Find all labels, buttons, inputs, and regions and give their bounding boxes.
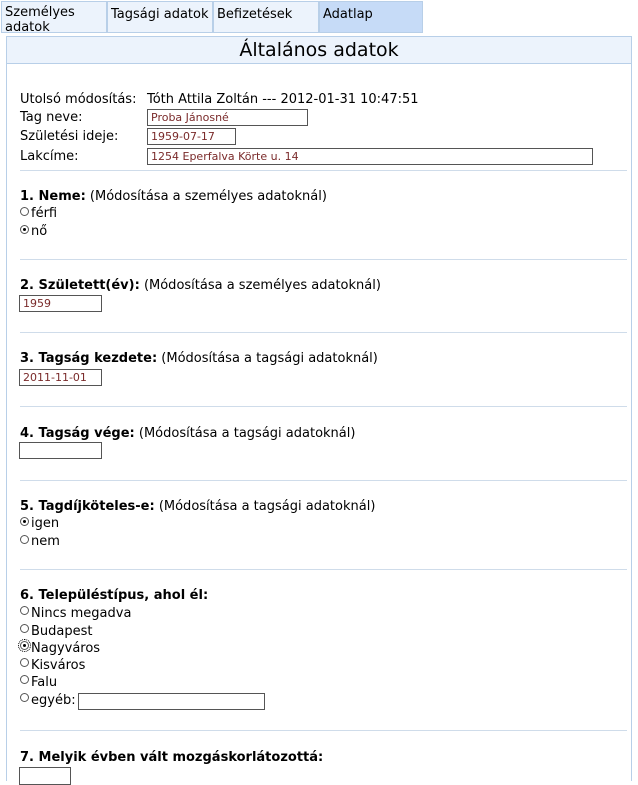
tab-label: Személyes adatok	[5, 5, 75, 35]
q5-heading	[20, 499, 375, 514]
q7-title: 7. Melyik évben vált mozgáskorlátozottá:	[20, 750, 324, 765]
member-name-label: Tag neve:	[20, 110, 83, 125]
last-modified-value: Tóth Attila Zoltán --- 2012-01-31 10:47:51	[147, 92, 419, 107]
q7-heading	[20, 750, 323, 765]
gender-male-radio[interactable]	[20, 207, 29, 216]
q1-title: 1. Neme:	[20, 189, 86, 204]
q4-title: 4. Tagság vége:	[20, 426, 135, 441]
membership-end-field[interactable]	[19, 442, 102, 459]
settlement-village-radio[interactable]	[20, 675, 29, 684]
settlement-other-label: egyéb:	[31, 693, 76, 708]
fee-yes-radio[interactable]	[20, 517, 29, 526]
disability-year-field[interactable]	[19, 767, 71, 785]
last-modified-label: Utolsó módosítás:	[20, 92, 137, 107]
member-name-field[interactable]: Proba Jánosné	[147, 109, 308, 126]
address-label: Lakcíme:	[20, 149, 79, 164]
settlement-budapest-radio[interactable]	[20, 624, 29, 633]
gender-male-label: férfi	[31, 206, 58, 221]
q3-note: (Módosítása a tagsági adatoknál)	[157, 351, 378, 366]
fee-no-label: nem	[31, 534, 60, 549]
divider	[20, 259, 627, 260]
q2-note: (Módosítása a személyes adatoknál)	[139, 278, 381, 293]
divider	[20, 730, 627, 731]
datasheet-panel	[6, 36, 632, 781]
q4-note: (Módosítása a tagsági adatoknál)	[134, 426, 356, 441]
settlement-village-label: Falu	[31, 675, 58, 690]
settlement-none-radio[interactable]	[20, 606, 29, 615]
birth-date-label: Születési ideje:	[20, 129, 119, 144]
settlement-town-label: Kisváros	[31, 658, 86, 673]
settlement-none-label: Nincs megadva	[31, 606, 132, 621]
gender-female-radio[interactable]	[20, 225, 29, 234]
q1-heading	[20, 189, 327, 204]
q5-note: (Módosítása a tagsági adatoknál)	[154, 499, 376, 514]
q3-title: 3. Tagság kezdete:	[20, 351, 158, 366]
tab-label: Tagsági adatok	[111, 7, 209, 22]
settlement-other-radio[interactable]	[20, 693, 29, 702]
divider	[20, 406, 627, 407]
fee-no-radio[interactable]	[20, 535, 29, 544]
tab-bar	[1, 1, 638, 35]
page-title: Általános adatok	[7, 37, 631, 64]
birth-year-field[interactable]: 1959	[19, 295, 102, 312]
divider	[20, 569, 627, 570]
fee-yes-label: igen	[31, 516, 60, 531]
tab-membership-data[interactable]	[107, 1, 213, 33]
q2-title: 2. Született(év):	[20, 278, 140, 293]
divider	[20, 170, 627, 171]
q6-heading	[20, 588, 208, 603]
birth-date-field[interactable]: 1959-07-17	[147, 128, 236, 145]
gender-female-label: nő	[31, 224, 48, 239]
q6-title: 6. Településtípus, ahol él:	[20, 588, 209, 603]
q3-heading	[20, 351, 378, 366]
q2-heading	[20, 278, 381, 293]
tab-label: Befizetések	[217, 7, 293, 22]
settlement-city-label: Nagyváros	[31, 641, 101, 656]
membership-start-field[interactable]: 2011-11-01	[19, 369, 102, 386]
divider	[20, 332, 627, 333]
settlement-budapest-label: Budapest	[31, 624, 93, 639]
divider	[20, 480, 627, 481]
tab-datasheet[interactable]	[319, 1, 423, 33]
q5-title: 5. Tagdíjköteles-e:	[20, 499, 155, 514]
q4-heading	[20, 426, 355, 441]
address-field[interactable]: 1254 Eperfalva Körte u. 14	[147, 148, 593, 165]
settlement-city-radio[interactable]	[20, 641, 29, 650]
tab-payments[interactable]	[213, 1, 319, 33]
settlement-other-field[interactable]	[78, 693, 265, 710]
q1-note: (Módosítása a személyes adatoknál)	[85, 189, 327, 204]
settlement-town-radio[interactable]	[20, 658, 29, 667]
tab-label: Adatlap	[323, 7, 373, 22]
tab-personal-data[interactable]	[1, 1, 107, 33]
